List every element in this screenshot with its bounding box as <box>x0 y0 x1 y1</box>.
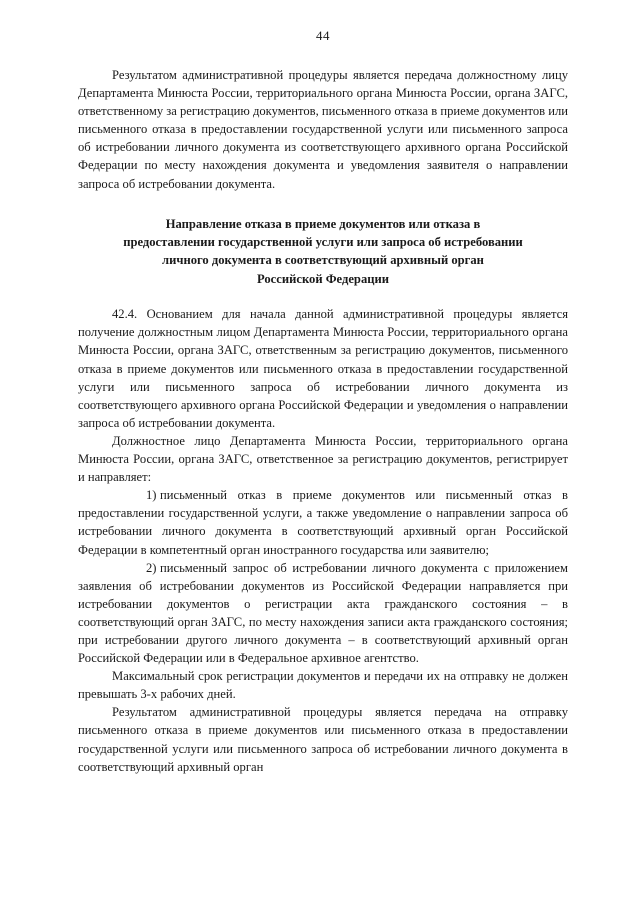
paragraph-42-4: 42.4. Основанием для начала данной административной процедуры является получение должностным лицом Департамента Минюста России, территориального органа Минюста России, органа ЗАГС, ответственным за регистрацию документов, письменного отказа в приеме документов или письменного отказа в предоставлении государственной услуги или письменного запроса об истребовании личного документа из соответствующего архивного органа Российской Федерации и уведомления о направлении запроса об истребовании документа. <box>78 307 568 430</box>
section-heading-line-2: предоставлении государственной услуги или запроса об истребовании <box>123 235 523 250</box>
section-heading-line-4: Российской Федерации <box>256 271 390 286</box>
paragraph-result-final: Результатом административной процедуры является передача на отправку письменного отказа в приеме документов или письменного отказа в предоставлении государственной услуги или письменного запроса об истребовании личного документа в соответствующий архивный орган <box>78 705 568 774</box>
paragraph-official-registers: Должностное лицо Департамента Минюста России, территориального органа Минюста России, органа ЗАГС, ответственное за регистрацию документов, регистрирует и направляет: <box>78 433 568 485</box>
list-item-marker-2: 2) <box>146 560 157 575</box>
list-item <box>78 486 568 558</box>
list-item-text-1: письменный отказ в приеме документов или письменный отказ в предоставлении государственной услуги, а также уведомление о направлении запроса об истребовании личного документа в соответствующий архивный орган Российской Федерации в компетентный орган иностранного государства или заявителю; <box>78 488 568 557</box>
spacer <box>78 288 568 305</box>
list-item <box>78 559 568 668</box>
paragraph-maximum-term: Максимальный срок регистрации документов и передачи их на отправку не должен превышать 3-х рабочих дней. <box>78 669 568 702</box>
page-number: 44 <box>316 28 330 43</box>
list-item-text-2: письменный запрос об истребовании личного документа с приложением заявления об истребовании документов из Российской Федерации направляется при истребовании документов о регистрации акта гражданского состояния – в соответствующий орган ЗАГС, по месту нахождения записи акта гражданского состояния; при истребовании другого личного документа – в соответствующий архивный орган Российской Федерации или в Федеральное архивное агентство. <box>78 560 568 666</box>
section-heading <box>78 215 568 289</box>
paragraph-result-of-procedure: Результатом административной процедуры является передача должностному лицу Департамента Минюста России, территориального органа Минюста России, органа ЗАГС, ответственному за регистрацию документов, письменного отказа в приеме документов или письменного отказа в предоставлении государственной услуги или письменного запроса об истребовании личного документа из соответствующего архивного органа Российской Федерации по месту нахождения документа и уведомления заявителя о направлении запроса об истребовании документа. <box>78 68 568 191</box>
spacer <box>78 193 568 215</box>
section-heading-line-1: Направление отказа в приеме документов или отказа в <box>165 216 481 231</box>
list-item-marker-1: 1) <box>146 488 157 503</box>
section-heading-line-3: личного документа в соответствующий архивный орган <box>162 253 484 268</box>
